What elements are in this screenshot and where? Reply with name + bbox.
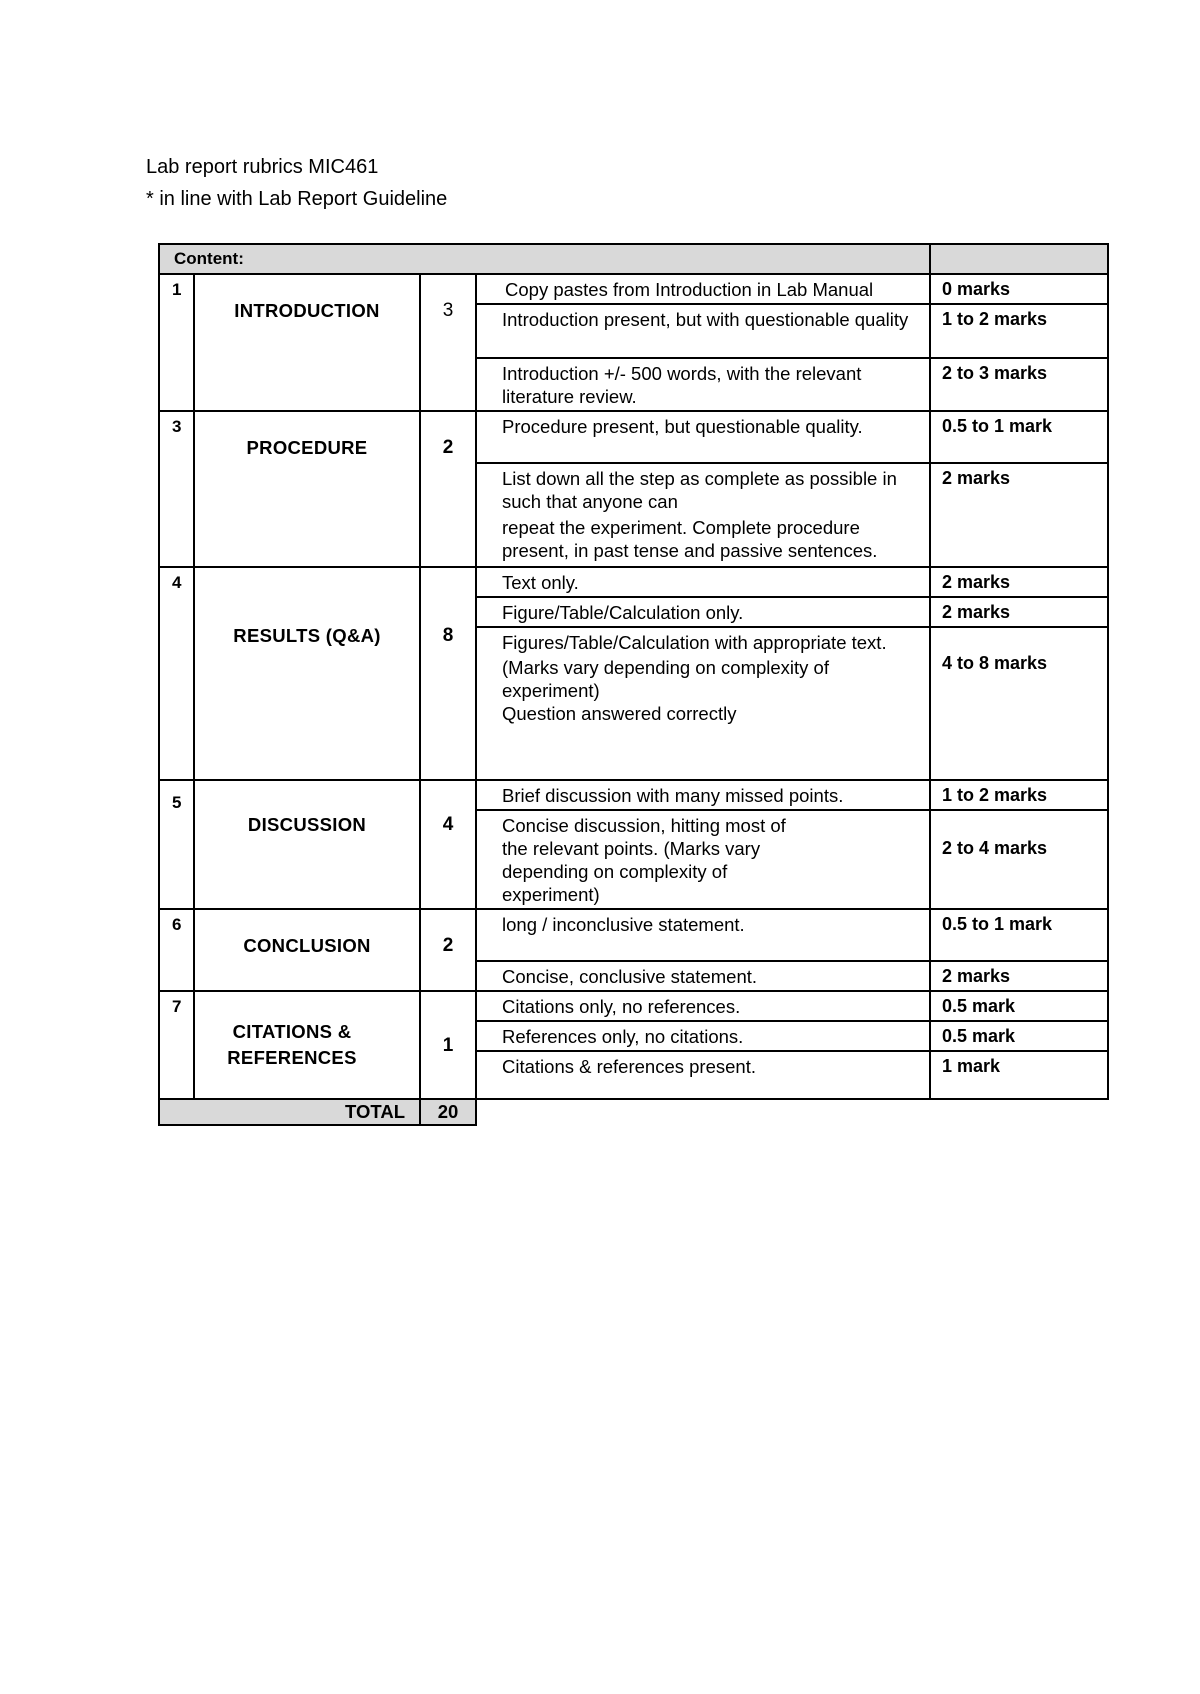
table-row <box>159 411 1108 463</box>
criterion-marks: 1 to 2 marks <box>930 780 1108 810</box>
criterion-text: References only, no citations. <box>476 1021 930 1051</box>
criterion-text: Figures/Table/Calculation with appropriate text. (Marks vary depending on complexity of experiment) Question answered correctly <box>476 627 930 780</box>
criterion-text: List down all the step as complete as possible in such that anyone can repeat the experiment. Complete procedure present, in past tense and passive sentences. <box>476 463 930 567</box>
section-name: CITATIONS & REFERENCES <box>194 991 420 1099</box>
criterion-text: Introduction +/- 500 words, with the relevant literature review. <box>476 358 930 411</box>
section-name: RESULTS (Q&A) <box>194 567 420 780</box>
criterion-marks: 0 marks <box>930 274 1108 304</box>
criterion-marks: 0.5 mark <box>930 1021 1108 1051</box>
criterion-text: Introduction present, but with questionable quality <box>476 304 930 358</box>
criterion-marks: 1 to 2 marks <box>930 304 1108 358</box>
rubric-table <box>158 243 1109 1126</box>
criterion-marks: 4 to 8 marks <box>930 627 1108 780</box>
criterion-text: long / inconclusive statement. <box>476 909 930 961</box>
section-number: 3 <box>159 411 194 567</box>
criterion-marks: 2 marks <box>930 567 1108 597</box>
section-name: PROCEDURE <box>194 411 420 567</box>
criterion-marks: 1 mark <box>930 1051 1108 1099</box>
section-number: 5 <box>159 780 194 909</box>
criterion-marks: 2 marks <box>930 961 1108 991</box>
section-number: 4 <box>159 567 194 780</box>
criterion-text: Brief discussion with many missed points. <box>476 780 930 810</box>
criterion-text: Text only. <box>476 567 930 597</box>
table-row <box>159 274 1108 304</box>
criterion-text: Concise discussion, hitting most of the relevant points. (Marks vary depending on complexity of experiment) <box>476 810 930 909</box>
document-title: Lab report rubrics MIC461 <box>146 156 379 178</box>
document-subtitle: * in line with Lab Report Guideline <box>146 188 448 210</box>
section-name: DISCUSSION <box>194 780 420 909</box>
rubric-header-row <box>159 244 1108 274</box>
criterion-text: Concise, conclusive statement. <box>476 961 930 991</box>
section-weight: 2 <box>420 909 476 991</box>
section-weight: 1 <box>420 991 476 1099</box>
table-row <box>159 909 1108 961</box>
criterion-text: Copy pastes from Introduction in Lab Manual <box>476 274 930 304</box>
content-header: Content: <box>159 244 930 274</box>
section-number: 7 <box>159 991 194 1099</box>
criterion-marks: 2 marks <box>930 463 1108 567</box>
section-weight: 3 <box>420 274 476 411</box>
table-row <box>159 567 1108 597</box>
section-weight: 4 <box>420 780 476 909</box>
section-number: 1 <box>159 274 194 411</box>
criterion-text: Procedure present, but questionable quality. <box>476 411 930 463</box>
total-value: 20 <box>420 1099 476 1125</box>
criterion-text: Figure/Table/Calculation only. <box>476 597 930 627</box>
section-name: CONCLUSION <box>194 909 420 991</box>
total-label: TOTAL <box>159 1099 420 1125</box>
content-header-blank <box>930 244 1108 274</box>
table-row <box>159 991 1108 1021</box>
total-row <box>159 1099 1108 1125</box>
section-weight: 8 <box>420 567 476 780</box>
criterion-text: Citations & references present. <box>476 1051 930 1099</box>
criterion-marks: 0.5 to 1 mark <box>930 909 1108 961</box>
section-name: INTRODUCTION <box>194 274 420 411</box>
criterion-marks: 0.5 mark <box>930 991 1108 1021</box>
criterion-text: Citations only, no references. <box>476 991 930 1021</box>
criterion-marks: 2 to 3 marks <box>930 358 1108 411</box>
criterion-marks: 0.5 to 1 mark <box>930 411 1108 463</box>
table-row <box>159 780 1108 810</box>
criterion-marks: 2 to 4 marks <box>930 810 1108 909</box>
criterion-marks: 2 marks <box>930 597 1108 627</box>
section-number: 6 <box>159 909 194 991</box>
section-weight: 2 <box>420 411 476 567</box>
